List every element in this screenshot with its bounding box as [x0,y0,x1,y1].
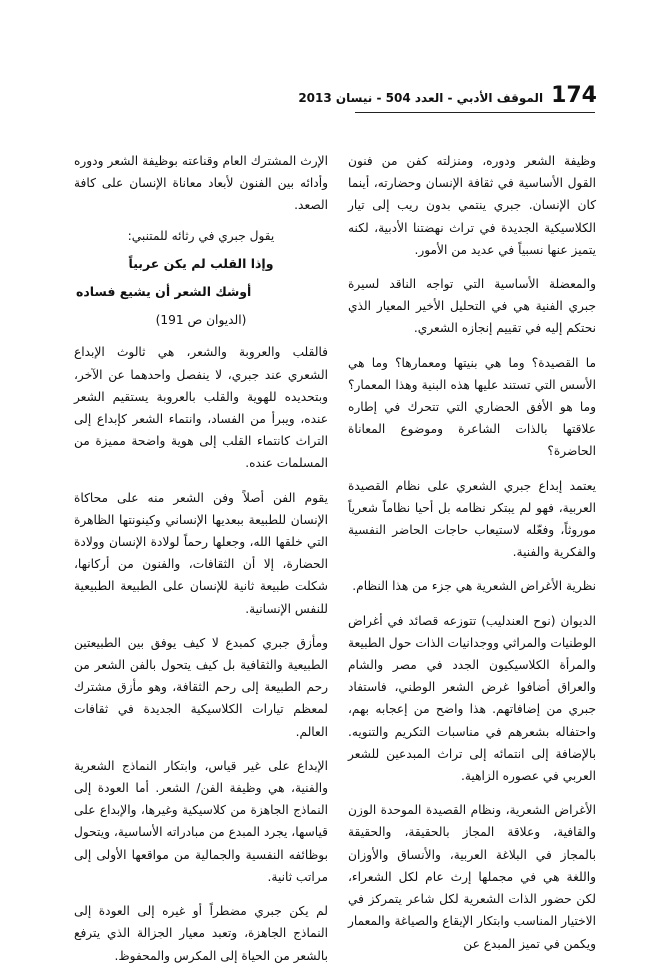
opening-paragraph: الإرث المشترك العام وقناعته بوظيفة الشعر ودوره وأدائه بين الفنون لأبعاد معاناة الإنسان على كافة الصعد. [74,154,328,213]
verse-first-hemistich: وإذا القلب لم يكن عربياً [128,255,274,271]
header-divider [355,112,595,113]
paragraph: فالقلب والعروبة والشعر، هي ثالوث الإبداع الشعري عند جبري، لا ينفصل واحدهما عن الآخر، وبتحديده للهوية والقلب بالعروبة يستقيم الشعر عنده، ويبرأ من الفساد، وانتماء الشعر كإبداع إلى التراث كانتماء القلب إلى هوية واضحة مميزة من المسلمات عنده. [74,345,328,471]
paragraph: يقوم الفن أصلاً وفن الشعر منه على محاكاة الإنسان للطبيعة ببعديها الإنساني وكينونتها الظاهرة التي خلقها الله، وجعلها رحماً لولادة الإنسان وولادة الحضارة، إلا أن الثقافات، والفنون من أركانها، شكلت طبيعة ثانية للإنسان على الطبيعة الطبيعية للنفس الإنسانية. [74,490,328,616]
verse-second-hemistich: أوشك الشعر أن يشيع فساده [76,284,252,300]
paragraph: ومأزق جبري كمبدع لا كيف يوفق بين الطبيعتين الطبيعية والثقافية بل كيف يتحول بالفن الشعر من رحم الطبيعة إلى رحم الثقافة، وهو مأزق مشترك لمعظم تيارات الكلاسيكية الجديدة في ثقافات العالم. [74,635,328,739]
paragraph: الديوان (نوح العندليب) تتوزعه قصائد في أغراض الوطنيات والمراثي ووجدانيات الذات حول الطبيعة والمرأة الكلاسيكيون الجدد في مصر والشام والعراق أضافوا غرض الشعر الوطني، فاستفاد جبري من إضافاتهم. هذا واضح من إعجابه بهم، واحتفاله بشعرهم في مناسبات التكريم والتنويه. بالإضافة إلى انتمائه إلى تراث المبدعين للشعر العربي في عصوره الزاهية. [348,613,596,784]
paragraph: والمعضلة الأساسية التي تواجه الناقد لسيرة جبري الفنية هي في التحليل الأخير المعيار الذي نحتكم إليه في تقييم إنجازه الشعري. [348,277,596,336]
page-number: 174 [551,83,597,108]
paragraph: نظرية الأغراض الشعرية هي جزء من هذا النظام. [352,579,596,594]
paragraph: الإبداع على غير قياس، وابتكار النماذج الشعرية والفنية، هي وظيفة الفن/ الشعر. أما العودة إلى النماذج الجاهزة من كلاسيكية وغيرها، والإبداع على قياسها، يجرد المبدع من مبادراته الأساسية، ويتحول بوظائفه النفسية والجمالية من مواقعها الأولى إلى مراتب ثانية. [74,758,328,884]
right-text-column [348,150,596,967]
journal-issue-title: الموقف الأدبي - العدد 504 - نيسان 2013 [298,91,544,105]
paragraph: وظيفة الشعر ودوره، ومنزلته كفن من فنون القول الأساسية في ثقافة الإنسان وحضارته، أينما كان الإنسان. جبري ينتمي بدون ريب إلى تيار الكلاسيكية الجديدة في تراث نهضتنا الأدبية، لكنه يتميز عنها نسبياً في عديد من الأمور. [348,154,596,257]
running-header [298,80,597,108]
paragraph: لم يكن جبري مضطراً أو غيره إلى العودة إلى النماذج الجاهزة، وتعبد معيار الجزالة الذي يترفع بالشعر من الحياة إلى المكرس والمحفوظ. [74,904,328,963]
paragraph: يعتمد إبداع جبري الشعري على نظام القصيدة العربية، فهو لم يبتكر نظامه بل أحيا نظاماً شعرياً موروثاً، وفعّله لاستيعاب حاجات الحاضر النفسية والفكرية والفنية. [348,478,596,560]
left-text-column [74,150,328,979]
paragraph: ما القصيدة؟ وما هي بنيتها ومعمارها؟ وما هي الأسس التي تستند عليها هذه البنية وهذا المعمار؟ وما هو الأفق الحضاري التي تتحرك في إطاره علاقتها بالذات الشاعرة وموضوع المعاناة الحاضرة؟ [348,355,596,459]
verse-introduction: يقول جبري في رثائه للمتنبي: [127,228,275,243]
verse-source-citation: (الديوان ص 191) [155,313,247,328]
paragraph: الأغراض الشعرية، ونظام القصيدة الموحدة الوزن والقافية، وعلاقة المجاز بالحقيقة، والحقيقة بالمجاز في البلاغة العربية، والأنساق والأوزان واللغة هي في مجملها إرث عام لكل الشعراء، لكن حضور الذات الشعرية لكل شاعر يتمركز في الاختيار المناسب وابتكار الإيقاع والصياغة والمعمار ويكمن في تميز المبدع عن [348,803,596,951]
